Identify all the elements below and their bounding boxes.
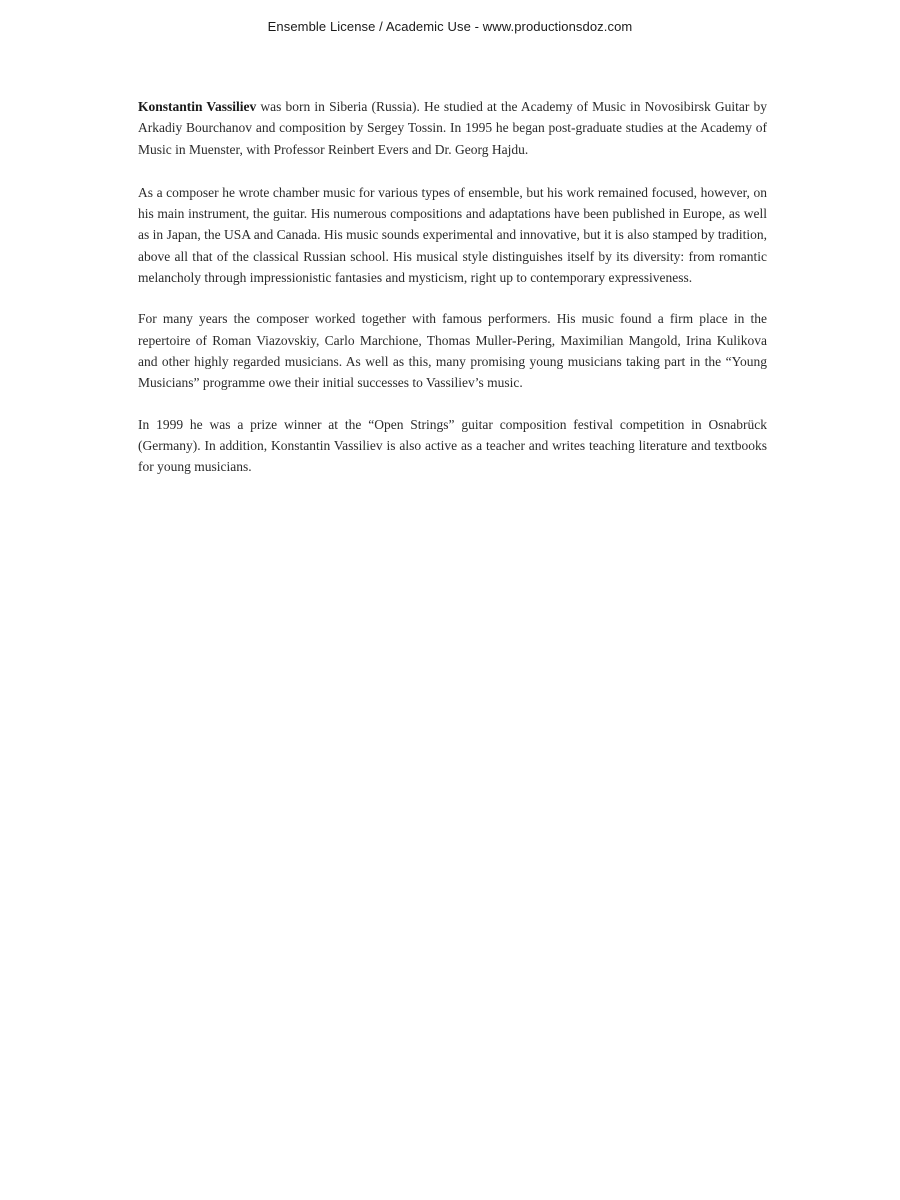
bio-paragraph-1-text: was born in Siberia (Russia). He studied at the Academy of Music in Novosibirsk Guitar by Arkadiy Bourchanov and composition by Sergey Tossin. In 1995 he began post-graduate studies at the Academy of Music in Muenster, with Professor Reinbert Evers and Dr. Georg Hajdu. bbox=[138, 99, 767, 157]
biography-text bbox=[138, 96, 767, 497]
bio-paragraph-4: In 1999 he was a prize winner at the “Open Strings” guitar composition festival competition in Osnabrück (Germany). In addition, Konstantin Vassiliev is also active as a teacher and writes teaching literature and textbooks for young musicians. bbox=[138, 416, 767, 475]
bio-paragraph-3: For many years the composer worked together with famous performers. His music found a firm place in the repertoire of Roman Viazovskiy, Carlo Marchione, Thomas Muller-Pering, Maximilian Mangold, Irina Kulikova and other highly regarded musicians. As well as this, many promising young musicians taking part in the “Young Musicians” programme owe their initial successes to Vassiliev’s music. bbox=[138, 311, 767, 391]
composer-name: Konstantin Vassiliev bbox=[138, 99, 257, 114]
bio-paragraph-1 bbox=[138, 96, 767, 160]
bio-paragraph-2: As a composer he wrote chamber music for various types of ensemble, but his work remained focused, however, on his main instrument, the guitar. His numerous compositions and adaptations have been published in Europe, as well as in Japan, the USA and Canada. His music sounds experimental and innovative, but it is also stamped by tradition, above all that of the classical Russian school. His musical style distinguishes itself by its diversity: from romantic melancholy through impressionistic fantasies and mysticism, right up to contemporary expressiveness. bbox=[138, 184, 767, 286]
license-header: Ensemble License / Academic Use - www.productionsdoz.com bbox=[267, 19, 633, 34]
